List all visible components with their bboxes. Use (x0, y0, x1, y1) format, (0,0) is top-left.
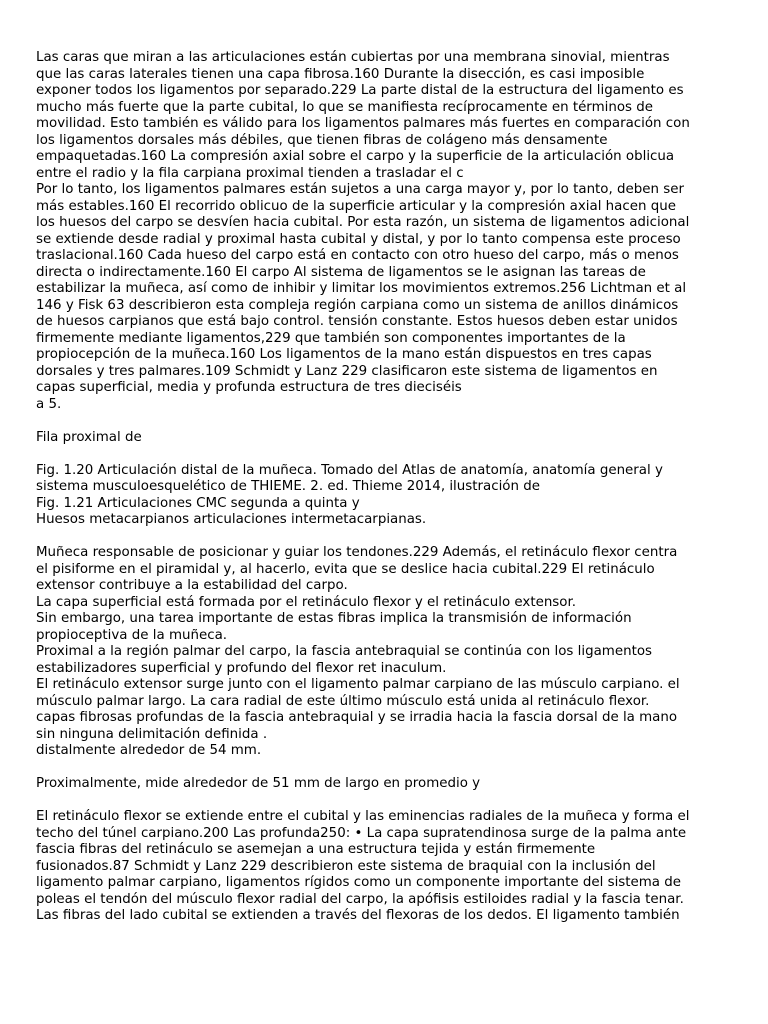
paragraph-spacer (36, 413, 736, 430)
document-page (36, 50, 736, 925)
paragraph-spacer (36, 529, 736, 546)
paragraph-proximal-measure: Proximalmente, mide alrededor de 51 mm de largo en promedio y (36, 776, 481, 791)
paragraph-figure-captions: Fig. 1.20 Articulación distal de la muñeca. Tomado del Atlas de anatomía, anatomía general y sistema musculoesquelético de THIEME. 2. ed. Thieme 2014, ilustración de Fig. 1.21 Articulaciones CMC segunda a quinta y Huesos metacarpianos articulaciones intermetacarpianas. (36, 462, 663, 527)
paragraph-spacer (36, 760, 736, 777)
paragraph-spacer (36, 446, 736, 463)
paragraph-flexor-retinaculum: El retináculo flexor se extiende entre el cubital y las eminencias radiales de la muñeca y forma el techo del túnel carpiano.200 Las profunda250: • La capa supratendinosa surge de la palma ante fascia fibras del retináculo se asemejan a una estructura tejida y están firmemente fusionados.87 Schmidt y Lanz 229 describieron este sistema de braquial con la inclusión del ligamento palmar carpiano, ligamentos rígidos como un componente importante del sistema de poleas el tendón del músculo flexor radial del carpo, la apófisis estiloides radial y la fascia tenar. Las fibras del lado cubital se extienden a través del flexoras de los dedos. El ligamento también (36, 809, 690, 923)
paragraph-proximal-row: Fila proximal de (36, 429, 142, 445)
paragraph-spacer (36, 793, 736, 810)
paragraph-retinaculum: Muñeca responsable de posicionar y guiar los tendones.229 Además, el retináculo flexor centra el pisiforme en el piramidal y, al hacerlo, evita que se deslice hacia cubital.229 El retináculo extensor contribuye a la estabilidad del carpo. La capa superficial está formada por el retináculo flexor y el retináculo extensor. Sin embargo, una tarea importante de estas fibras implica la transmisión de información propioceptiva de la muñeca. Proximal a la región palmar del carpo, la fascia antebraquial se continúa con los ligamentos estabilizadores superficial y profundo del flexor ret inaculum. El retináculo extensor surge junto con el ligamento palmar carpiano de las músculo carpiano. el músculo palmar largo. La cara radial de este último músculo está unida al retináculo flexor. capas fibrosas profundas de la fascia antebraquial y se irradia hacia la fascia dorsal de la mano sin ninguna delimitación definida . distalmente alrededor de 54 mm. (36, 545, 680, 758)
paragraph-ligament-structure: Las caras que miran a las articulaciones están cubiertas por una membrana sinovial, mientras que las caras laterales tienen una capa fibrosa.160 Durante la disección, es casi imposible exponer todos los ligamentos por separado.229 La parte distal de la estructura del ligamento es mucho más fuerte que la parte cubital, lo que se manifiesta recíprocamente en términos de movilidad. Esto también es válido para los ligamentos palmares más fuertes en comparación con los ligamentos dorsales más débiles, que tienen fibras de colágeno más densamente empaquetadas.160 La compresión axial sobre el carpo y la superficie de la articulación oblicua entre el radio y la fila carpiana proximal tienden a trasladar el c Por lo tanto, los ligamentos palmares están sujetos a una carga mayor y, por lo tanto, deben ser más estables.160 El recorrido oblicuo de la superficie articular y la compresión axial hacen que los huesos del carpo se desvíen hacia cubital. Por esta razón, un sistema de ligamentos adicional se extiende desde radial y proximal hasta cubital y distal, y por lo tanto compensa este proceso traslacional.160 Cada hueso del carpo está en contacto con otro hueso del carpo, más o menos directa o indirectamente.160 El carpo Al sistema de ligamentos se le asignan las tareas de estabilizar la muñeca, así como de inhibir y limitar los movimientos extremos.256 Lichtman et al 146 y Fisk 63 describieron esta compleja región carpiana como un sistema de anillos dinámicos de huesos carpianos que está bajo control. tensión constante. Estos huesos deben estar unidos firmemente mediante ligamentos,229 que también son componentes importantes de la propiocepción de la muñeca.160 Los ligamentos de la mano están dispuestos en tres capas dorsales y tres palmares.109 Schmidt y Lanz 229 clasificaron este sistema de ligamentos en capas superficial, media y profunda estructura de tres dieciséis a 5. (36, 50, 690, 412)
